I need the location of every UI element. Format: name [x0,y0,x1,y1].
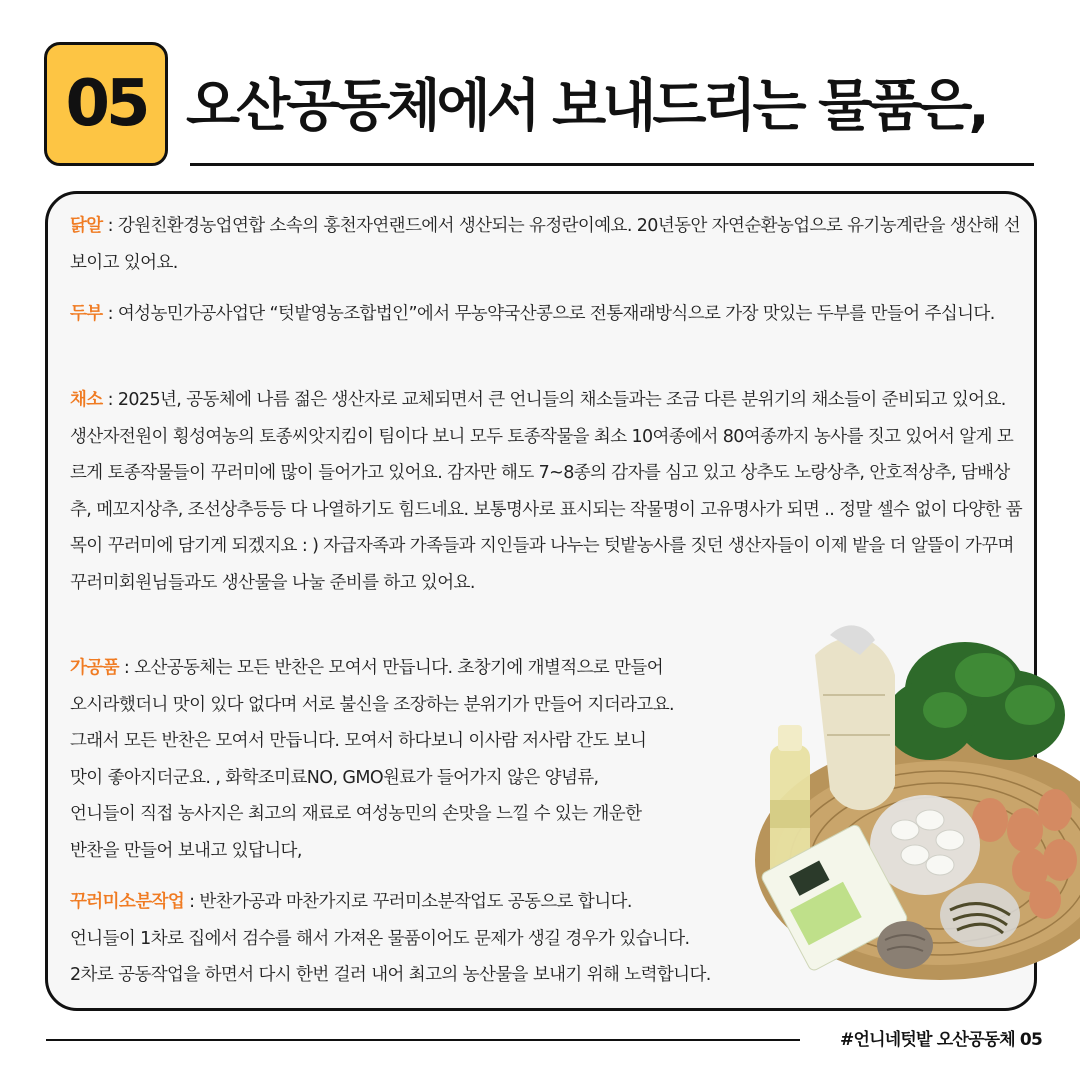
mushrooms [877,921,933,969]
section-number-badge [44,42,168,166]
section-processed-food-line: 반찬을 만들어 보내고 있답니다, [70,840,302,861]
footer-hashtag: #언니네텃밭 오산공동체 05 [840,1030,1042,1050]
section-processed-food-line: : 오산공동체는 모든 반찬은 모여서 만듭니다. 초창기에 개별적으로 만들어 [118,658,663,678]
title-underline [190,163,1034,166]
section-vegetables-keyword: 채소 [70,390,103,410]
section-vegetables [70,382,1025,601]
section-processed-food [70,650,770,869]
section-packing-line: 언니들이 1차로 집에서 검수를 해서 가져온 물품이어도 문제가 생길 경우가 있습니다. [70,928,690,949]
section-packing-line: : 반찬가공과 마찬가지로 꾸러미소분작업도 공동으로 합니다. [184,892,632,912]
page-title: 오산공동체에서 보내드리는 물품은, [186,74,986,139]
section-number: 05 [65,67,147,141]
dried-herbs [940,883,1020,947]
section-vegetables-text: : 2025년, 공동체에 나름 젊은 생산자로 교체되면서 큰 언니들의 채소들과는 조금 다른 분위기의 채소들이 준비되고 있어요. 생산자전원이 횡성여농의 토종씨앗지킴이 팀이다 보니 모두 토종작물을 최소 10여종에서 80여종까지 농사를 짓고 있어서 알게 모르게 토종작물들이 꾸러미에 많이 들어가고 있어요. 감자만 해도 7~8종의 감자를 심고 있고 상추도 노랑상추, 안호적상추, 담배상추, 메꼬지상추, 조선상추등등 다 나열하기도 힘드네요. 보통명사로 표시되는 작물명이 고유명사가 되면 .. 정말 셀수 없이 다양한 품목이 꾸러미에 담기게 되겠지요 : ) 자급자족과 가족들과 지인들과 나누는 텃밭농사를 짓던 생산자들이 이제 밭을 더 알뜰이 가꾸며 꾸러미회원님들과도 생산물을 나눌 준비를 하고 있어요. [70,390,1023,593]
section-tofu-keyword: 두부 [70,304,103,324]
produce-basket-photo [735,615,1080,1000]
section-tofu [70,296,1025,333]
footer-line [46,1039,800,1041]
section-processed-food-line: 오시라했더니 맛이 있다 없다며 서로 불신을 조장하는 분위기가 만들어 지더라고요. [70,694,674,715]
section-packing [70,884,770,994]
section-eggs [70,208,1025,281]
section-processed-food-line: 언니들이 직접 농사지은 최고의 재료로 여성농민의 손맛을 느낄 수 있는 개운한 [70,804,642,824]
section-tofu-text: : 여성농민가공사업단 “텃밭영농조합법인”에서 무농약국산콩으로 전통재래방식으로 가장 맛있는 두부를 만들어 주십니다. [102,304,995,324]
section-processed-food-line: 맛이 좋아지더군요. , 화학조미료NO, GMO원료가 들어가지 않은 양념류, [70,767,599,788]
section-eggs-text: : 강원친환경농업연합 소속의 홍천자연랜드에서 생산되는 유정란이예요. 20년동안 자연순환농업으로 유기농계란을 생산해 선보이고 있어요. [70,216,1021,273]
section-eggs-keyword: 닭알 [70,216,103,236]
section-processed-food-line: 그래서 모든 반찬은 모여서 만듭니다. 모여서 하다보니 이사람 저사람 간도 보니 [70,731,647,751]
section-packing-keyword: 꾸러미소분작업 [70,892,185,912]
section-packing-line: 2차로 공동작업을 하면서 다시 한번 걸러 내어 최고의 농산물을 보내기 위해 노력합니다. [70,965,711,985]
section-processed-food-keyword: 가공품 [70,658,119,678]
